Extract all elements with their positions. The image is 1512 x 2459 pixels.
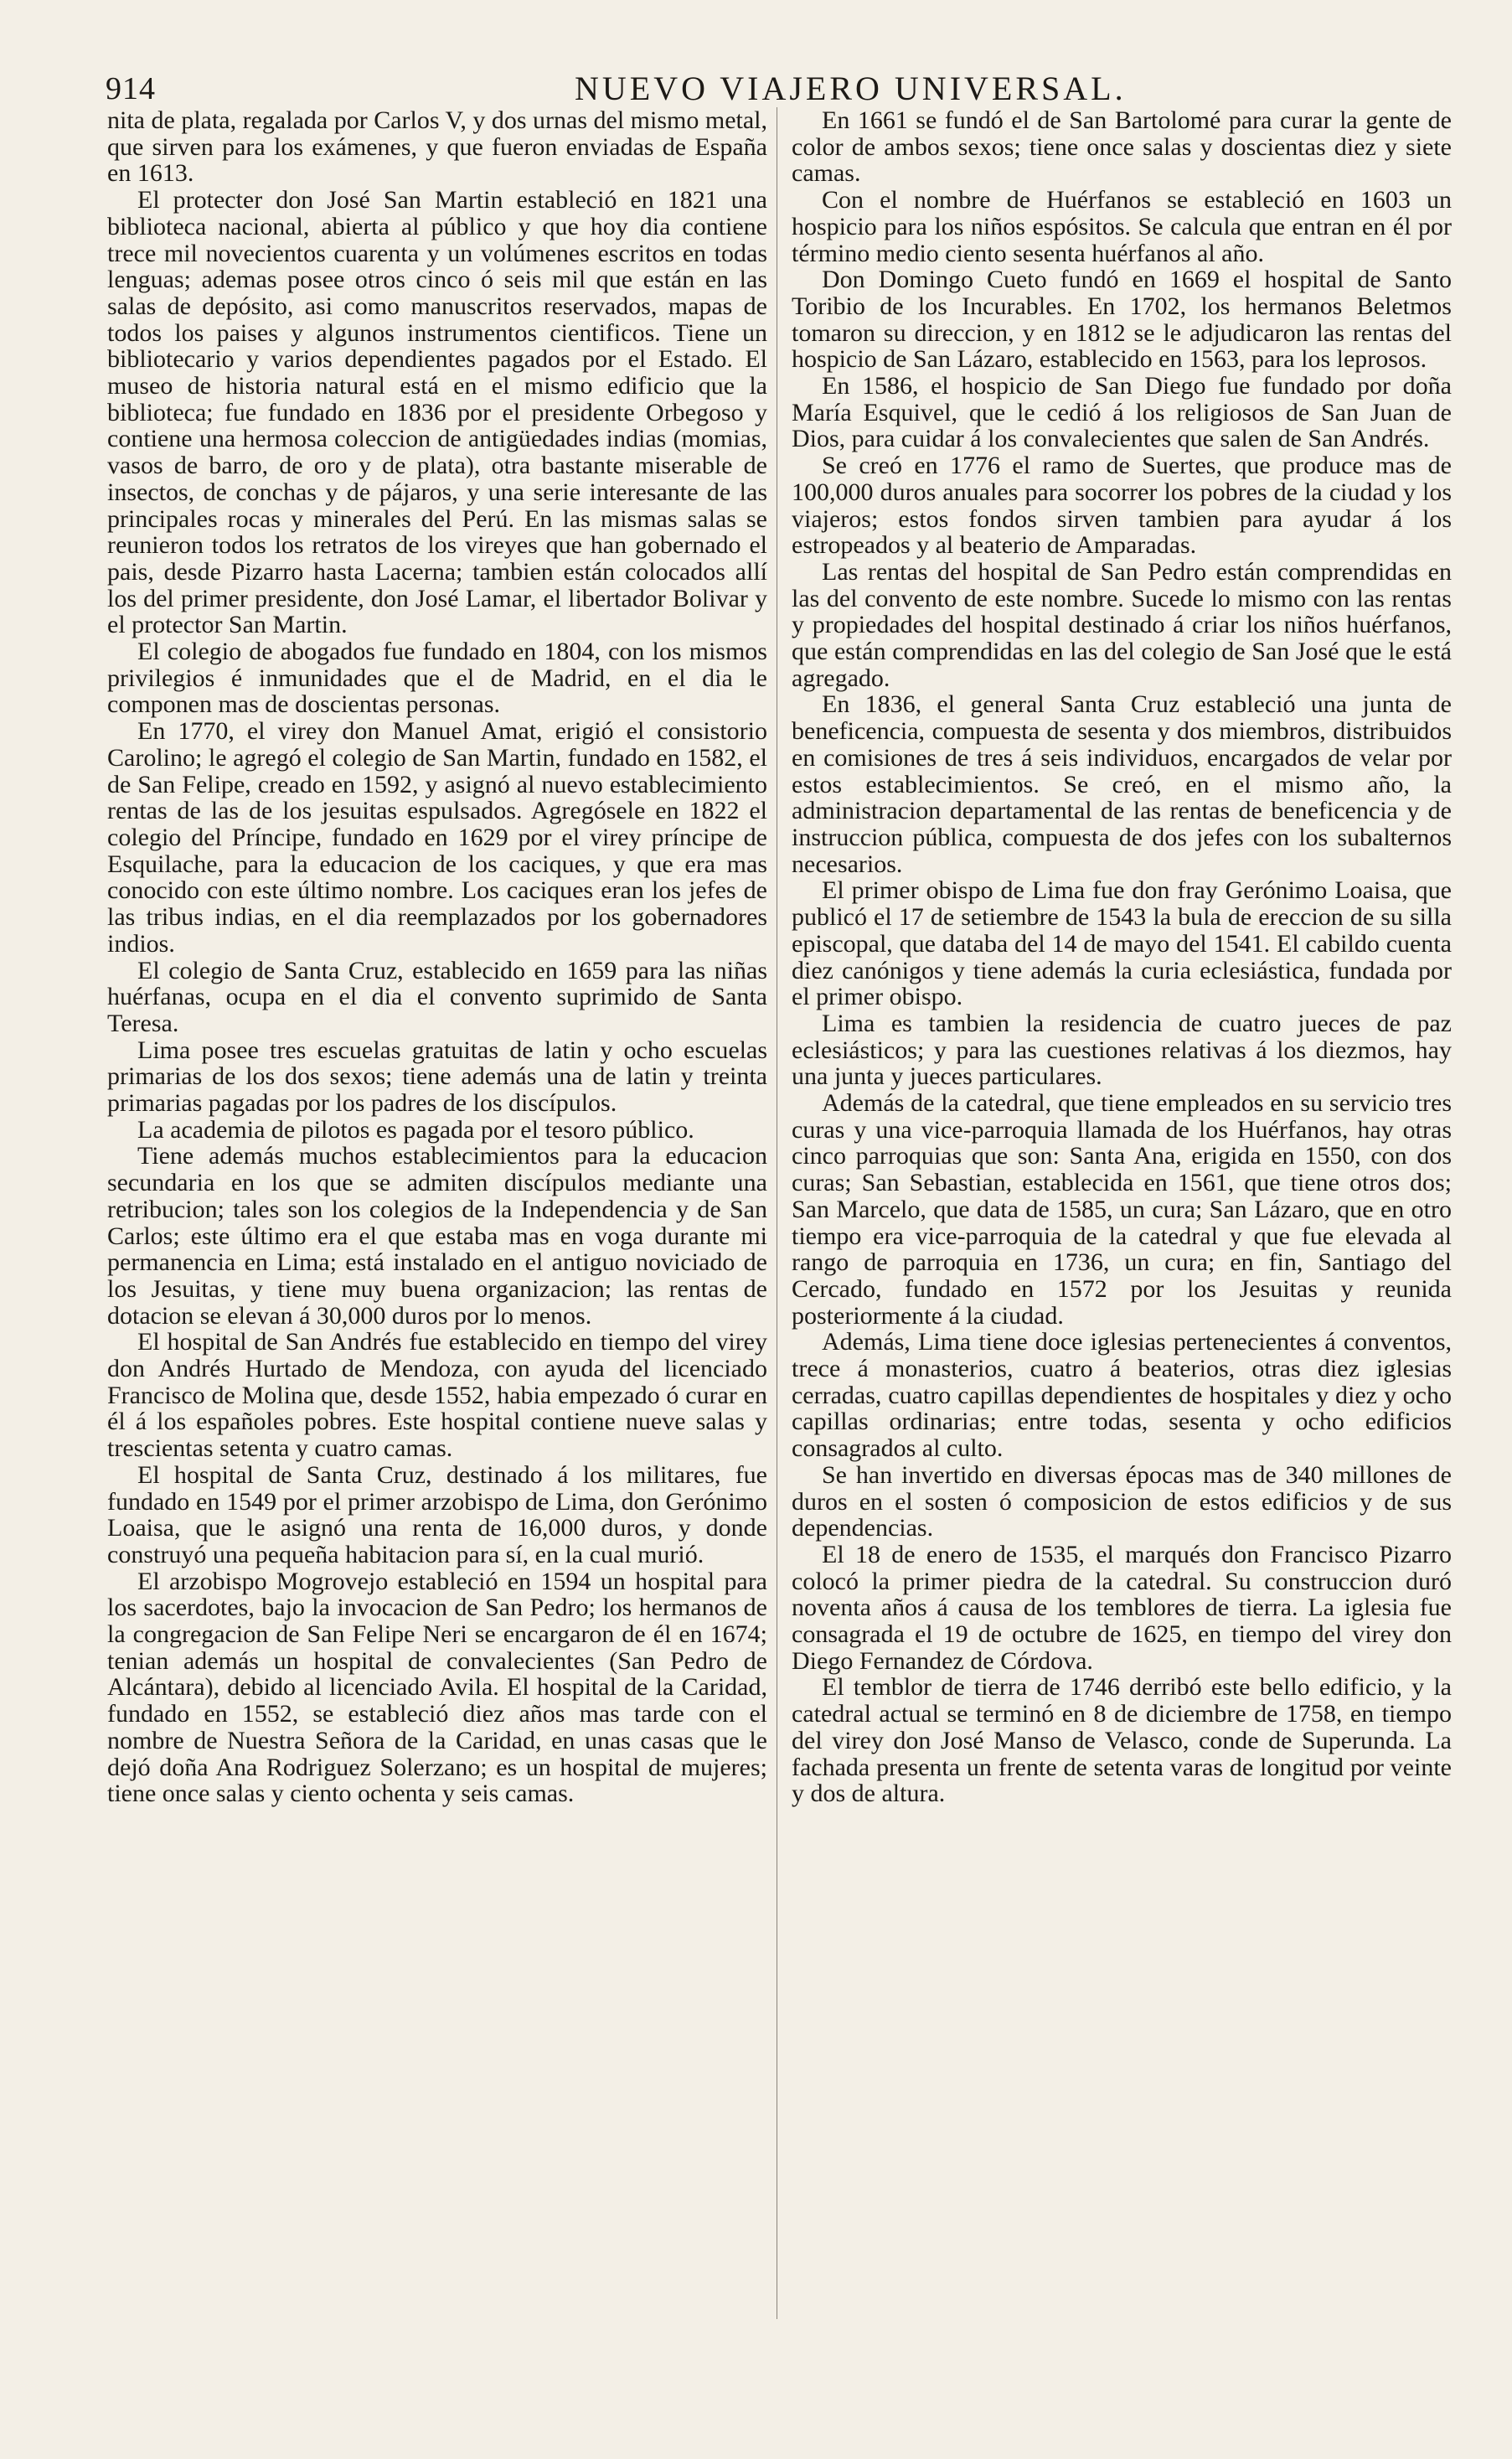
- paragraph: El 18 de enero de 1535, el marqués don Francisco Pizarro colocó la primer piedra de la catedral. Su construccion duró noventa años á causa de los temblores de tierra. La iglesia fue consagrada el 19 de octubre de 1625, en tiempo del virey don Diego Fernandez de Córdova.: [792, 1540, 1452, 1675]
- paragraph: Se han invertido en diversas épocas mas de 340 millones de duros en el sosten ó composicion de estos edificios y de sus dependencias.: [792, 1460, 1452, 1542]
- paragraph: El hospital de Santa Cruz, destinado á los militares, fue fundado en 1549 por el primer arzobispo de Lima, don Gerónimo Loaisa, que le asignó una renta de 16,000 duros, y donde construyó una pequeña habitacion para sí, en la cual murió.: [107, 1460, 767, 1568]
- paragraph: Se creó en 1776 el ramo de Suertes, que produce mas de 100,000 duros anuales para socorrer los pobres de la ciudad y los viajeros; estos fondos sirven tambien para ayudar á los estropeados y al beaterio de Amparadas.: [792, 452, 1452, 560]
- paragraph: El temblor de tierra de 1746 derribó este bello edificio, y la catedral actual se terminó en 8 de diciembre de 1758, en tiempo del virey don José Manso de Velasco, conde de Superunda. La fachada presenta un frente de setenta varas de longitud por veinte y dos de altura.: [792, 1673, 1452, 1808]
- paragraph: En 1770, el virey don Manuel Amat, erigió el consistorio Carolino; le agregó el colegio de San Martin, fundado en 1582, el de San Felipe, creado en 1592, y asignó al nuevo establecimiento rentas de las de los jesuitas espulsados. Agregósele en 1822 el colegio del Príncipe, fundado en 1629 por el virey príncipe de Esquilache, para la educacion de los caciques, y que era mas conocido con este último nombre. Los caciques eran los jefes de las tribus indias, en el dia reemplazados por los gobernadores indios.: [107, 717, 767, 958]
- paragraph: Lima posee tres escuelas gratuitas de latin y ocho escuelas primarias de los dos sexos; tiene además una de latin y treinta primarias pagadas por los padres de los discípulos.: [107, 1036, 767, 1118]
- paragraph: En 1661 se fundó el de San Bartolomé para curar la gente de color de ambos sexos; tiene once salas y doscientas diez y siete camas.: [792, 106, 1452, 188]
- paragraph: Además, Lima tiene doce iglesias pertenecientes á conventos, trece á monasterios, cuatro á beaterios, otras diez iglesias cerradas, cuatro capillas dependientes de hospitales y diez y ocho capillas ordinarias; entre todas, sesenta y ocho edificios consagrados al culto.: [792, 1328, 1452, 1463]
- paragraph: El colegio de Santa Cruz, establecido en 1659 para las niñas huérfanas, ocupa en el dia el convento suprimido de Santa Teresa.: [107, 956, 767, 1037]
- paragraph: Don Domingo Cueto fundó en 1669 el hospital de Santo Toribio de los Incurables. En 1702, los hermanos Beletmos tomaron su direccion, y en 1812 se le adjudicaron las rentas del hospicio de San Lázaro, establecido en 1563, para los leprosos.: [792, 266, 1452, 374]
- paragraph: El hospital de San Andrés fue establecido en tiempo del virey don Andrés Hurtado de Mendoza, con ayuda del licenciado Francisco de Molina que, desde 1552, habia empezado ó curar en él á los españoles pobres. Este hospital contiene nueve salas y trescientas setenta y cuatro camas.: [107, 1328, 767, 1463]
- paragraph: En 1586, el hospicio de San Diego fue fundado por doña María Esquivel, que le cedió á los religiosos de San Juan de Dios, para cuidar á los convalecientes que salen de San Andrés.: [792, 372, 1452, 453]
- right-column: [792, 107, 1452, 1807]
- paragraph: El colegio de abogados fue fundado en 1804, con los mismos privilegios é inmunidades que el de Madrid, en el dia le componen mas de doscientas personas.: [107, 638, 767, 719]
- paragraph: Tiene además muchos establecimientos para la educacion secundaria en los que se admiten discípulos mediante una retribucion; tales son los colegios de la Independencia y de San Carlos; este último era el que estaba mas en voga durante mi permanencia en Lima; está instalado en el antiguo noviciado de los Jesuitas, y tiene muy buena organizacion; las rentas de dotacion se elevan á 30,000 duros por lo menos.: [107, 1142, 767, 1330]
- paragraph: En 1836, el general Santa Cruz estableció una junta de beneficencia, compuesta de sesenta y dos miembros, distribuidos en comisiones de tres á seis individuos, encargados de velar por estos establecimientos. Se creó, en el mismo año, la administracion departamental de las rentas de beneficencia y de instruccion pública, compuesta de dos jefes con los subalternos necesarios.: [792, 690, 1452, 878]
- paragraph: Además de la catedral, que tiene empleados en su servicio tres curas y una vice-parroquia llamada de los Huérfanos, hay otras cinco parroquias que son: Santa Ana, erigida en 1550, con dos curas; San Sebastian, establecida en 1561, que tiene otros dos; San Marcelo, que data de 1585, un cura; San Lázaro, que en otro tiempo era vice-parroquia de la catedral y que fue elevada al rango de parroquia en 1736, un cura; en fin, Santiago del Cercado, fundado en 1572 por los Jesuitas y reunida posteriormente á la ciudad.: [792, 1089, 1452, 1330]
- paragraph: El protecter don José San Martin estableció en 1821 una biblioteca nacional, abierta al público y que hoy dia contiene trece mil novecientos cuarenta y un volúmenes escritos en todas lenguas; ademas posee otros cinco ó seis mil que están en las salas de depósito, asi como manuscritos reservados, mapas de todos los paises y algunos instrumentos cientificos. Tiene un bibliotecario y varios dependientes pagados por el Estado. El museo de historia natural está en el mismo edificio que la biblioteca; fue fundado en 1836 por el presidente Orbegoso y contiene una hermosa coleccion de antigüedades indias (momias, vasos de barro, de oro y de plata), otra bastante miserable de insectos, de conchas y de pájaros, y una serie interesante de las principales rocas y minerales del Perú. En las mismas salas se reunieron todos los retratos de los vireyes que han gobernado el pais, desde Pizarro hasta Lacerna; tambien están colocados allí los del primer presidente, don José Lamar, el libertador Bolivar y el protector San Martin.: [107, 186, 767, 639]
- left-column: [107, 107, 767, 1807]
- running-title: NUEVO VIAJERO UNIVERSAL.: [575, 70, 1127, 107]
- page-number: 914: [106, 71, 156, 106]
- paragraph: nita de plata, regalada por Carlos V, y dos urnas del mismo metal, que sirven para los exámenes, y que fueron enviadas de España en 1613.: [107, 106, 767, 188]
- page-header: [106, 67, 1463, 107]
- paragraph: La academia de pilotos es pagada por el tesoro público.: [137, 1115, 694, 1144]
- paragraph: El primer obispo de Lima fue don fray Gerónimo Loaisa, que publicó el 17 de setiembre de 1543 la bula de ereccion de su silla episcopal, que databa del 14 de mayo del 1541. El cabildo cuenta diez canónigos y tiene además la curia eclesiástica, fundada por el primer obispo.: [792, 876, 1452, 1011]
- paragraph: Lima es tambien la residencia de cuatro jueces de paz eclesiásticos; y para las cuestiones relativas á los diezmos, hay una junta y jueces particulares.: [792, 1009, 1452, 1091]
- paragraph: El arzobispo Mogrovejo estableció en 1594 un hospital para los sacerdotes, bajo la invocacion de San Pedro; los hermanos de la congregacion de San Felipe Neri se encargaron de él en 1674; tenian además un hospital de convalecientes (San Pedro de Alcántara), debido al licenciado Avila. El hospital de la Caridad, fundado en 1552, se estableció diez años mas tarde con el nombre de Nuestra Señora de la Caridad, en unas casas que le dejó doña Ana Rodriguez Solerzano; es un hospital de mujeres; tiene once salas y ciento ochenta y seis camas.: [107, 1567, 767, 1808]
- paragraph: Con el nombre de Huérfanos se estableció en 1603 un hospicio para los niños espósitos. Se calcula que entran en él por término medio ciento sesenta huérfanos al año.: [792, 186, 1452, 267]
- paragraph: Las rentas del hospital de San Pedro están comprendidas en las del convento de este nombre. Sucede lo mismo con las rentas y propiedades del hospital destinado á criar los niños huérfanos, que están comprendidas en las del colegio de San José que le está agregado.: [792, 557, 1452, 692]
